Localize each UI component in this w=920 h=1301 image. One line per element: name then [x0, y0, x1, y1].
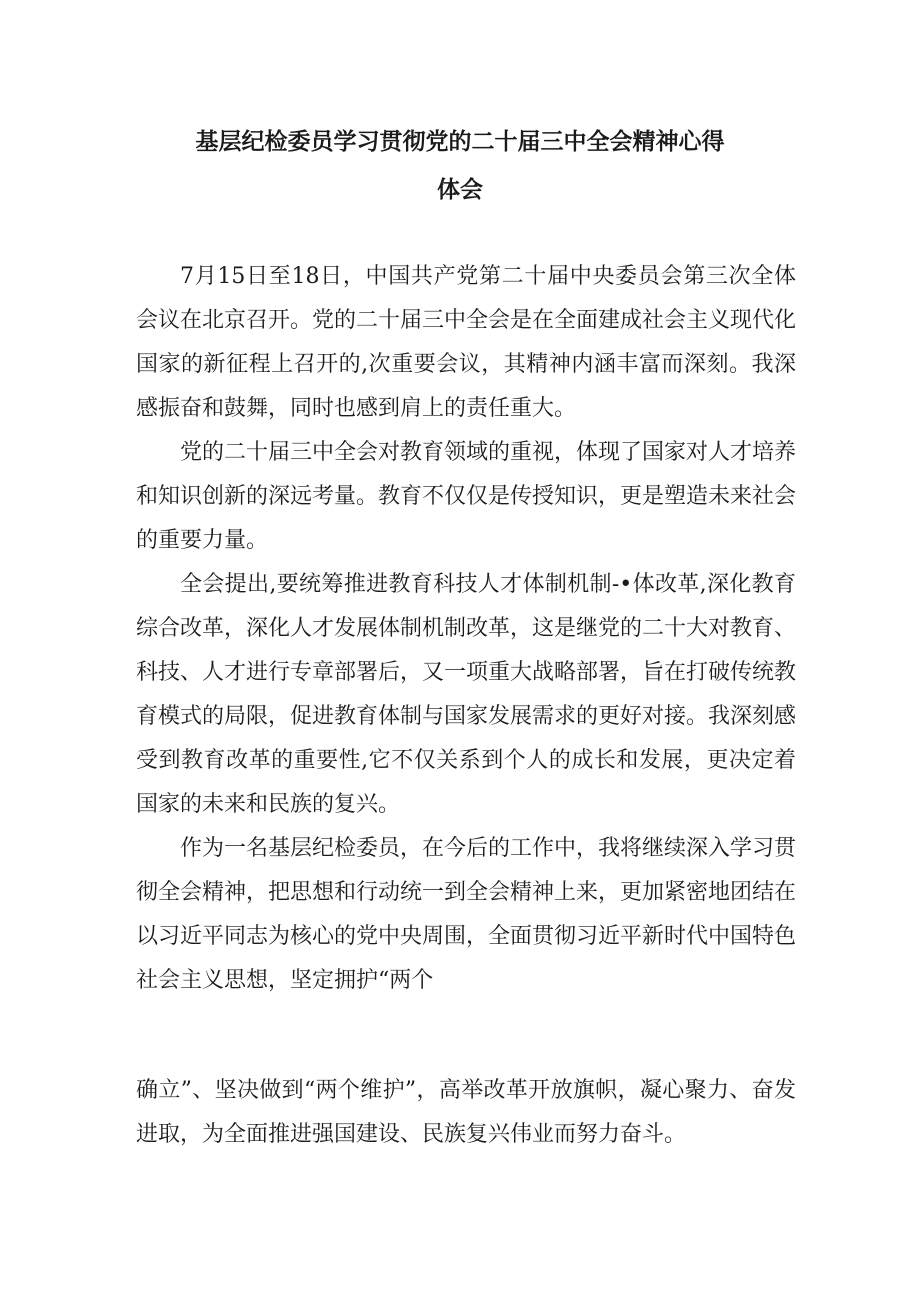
document-title: [0, 118, 920, 214]
paragraph-1: 7月15日至18日，中国共产党第二十届中央委员会第三次全体会议在北京召开。党的二十届三中全会是在全面建成社会主义现代化国家的新征程上召开的,次重要会议，其精神内涵丰富而深刻。我深感振奋和鼓舞，同时也感到肩上的责任重大。: [136, 264, 797, 421]
title-line-2: 体会: [437, 177, 483, 203]
paragraph-continuation: 确立”、坚决做到“两个维护”，高举改革开放旗帜，凝心聚力、奋发进取，为全面推进强国建设、民族复兴伟业而努力奋斗。: [136, 1078, 796, 1147]
paragraph-4: 作为一名基层纪检委员，在今后的工作中，我将继续深入学习贯彻全会精神，把思想和行动统一到全会精神上来，更加紧密地团结在以习近平同志为核心的党中央周围，全面贯彻习近平新时代中国特色社会主义思想，坚定拥护“两个: [136, 836, 797, 993]
document-body: [136, 255, 796, 1157]
title-line-1: 基层纪检委员学习贯彻党的二十届三中全会精神心得: [195, 129, 725, 155]
paragraph-3: 全会提出,要统筹推进教育科技人才体制机制-•体改革,深化教育综合改革，深化人才发展体制机制改革，这是继党的二十大对教育、科技、人才进行专章部署后，又一项重大战略部署，旨在打破传统教育模式的局限，促进教育体制与国家发展需求的更好对接。我深刻感受到教育改革的重要性,它不仅关系到个人的成长和发展，更决定着国家的未来和民族的复兴。: [136, 572, 797, 817]
paragraph-2: 党的二十届三中全会对教育领域的重视，体现了国家对人才培养和知识创新的深远考量。教育不仅仅是传授知识，更是塑造未来社会的重要力量。: [136, 440, 797, 553]
paragraph-gap: [136, 1003, 796, 1069]
